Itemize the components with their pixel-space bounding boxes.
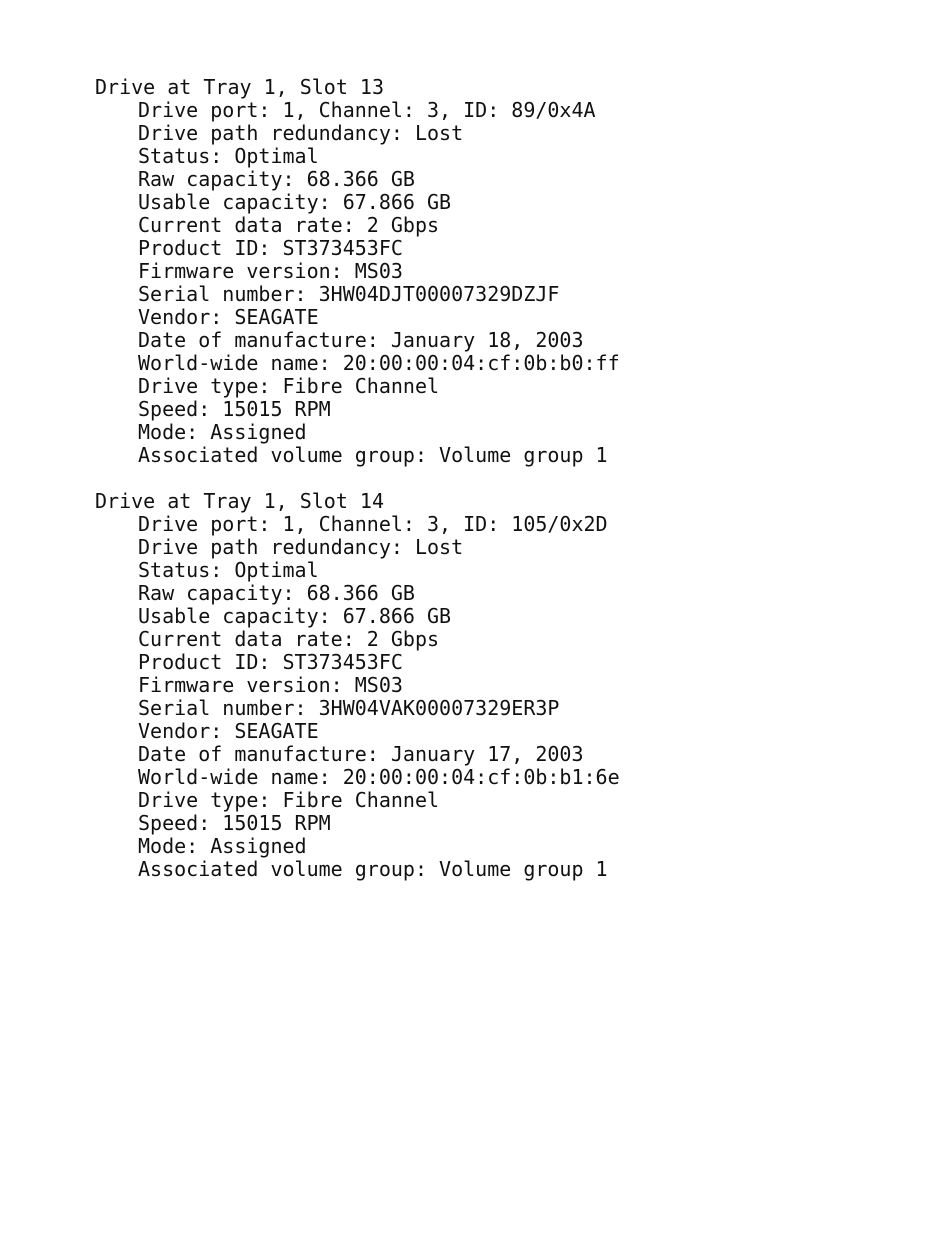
status-line: Status: Optimal (138, 558, 319, 582)
status-line: Status: Optimal (138, 144, 319, 168)
drive-block-slot-14 (95, 490, 915, 881)
date-of-manufacture-line: Date of manufacture: January 17, 2003 (138, 742, 584, 766)
mode-line: Mode: Assigned (138, 834, 307, 858)
current-data-rate-line: Current data rate: 2 Gbps (138, 627, 440, 651)
serial-number-line: Serial number: 3HW04DJT00007329DZJF (138, 282, 560, 306)
firmware-version-line: Firmware version: MS03 (138, 673, 403, 697)
drive-type-line: Drive type: Fibre Channel (138, 374, 440, 398)
date-of-manufacture-line: Date of manufacture: January 18, 2003 (138, 328, 584, 352)
mode-line: Mode: Assigned (138, 420, 307, 444)
vendor-line: Vendor: SEAGATE (138, 305, 319, 329)
product-id-line: Product ID: ST373453FC (138, 650, 403, 674)
drive-path-redundancy-line: Drive path redundancy: Lost (138, 535, 464, 559)
drive-properties (95, 99, 915, 467)
drive-path-redundancy-line: Drive path redundancy: Lost (138, 121, 464, 145)
speed-line: Speed: 15015 RPM (138, 397, 331, 421)
product-id-line: Product ID: ST373453FC (138, 236, 403, 260)
current-data-rate-line: Current data rate: 2 Gbps (138, 213, 440, 237)
drive-port-line: Drive port: 1, Channel: 3, ID: 105/0x2D (138, 512, 608, 536)
usable-capacity-line: Usable capacity: 67.866 GB (138, 604, 452, 628)
speed-line: Speed: 15015 RPM (138, 811, 331, 835)
firmware-version-line: Firmware version: MS03 (138, 259, 403, 283)
drive-block-slot-13 (95, 76, 915, 467)
drive-properties (95, 513, 915, 881)
vendor-line: Vendor: SEAGATE (138, 719, 319, 743)
world-wide-name-line: World-wide name: 20:00:00:04:cf:0b:b1:6e (138, 765, 620, 789)
usable-capacity-line: Usable capacity: 67.866 GB (138, 190, 452, 214)
world-wide-name-line: World-wide name: 20:00:00:04:cf:0b:b0:ff (138, 351, 620, 375)
drive-report (95, 76, 915, 904)
raw-capacity-line: Raw capacity: 68.366 GB (138, 581, 415, 605)
raw-capacity-line: Raw capacity: 68.366 GB (138, 167, 415, 191)
associated-volume-group-line: Associated volume group: Volume group 1 (138, 857, 608, 881)
associated-volume-group-line: Associated volume group: Volume group 1 (138, 443, 608, 467)
drive-port-line: Drive port: 1, Channel: 3, ID: 89/0x4A (138, 98, 596, 122)
serial-number-line: Serial number: 3HW04VAK00007329ER3P (138, 696, 560, 720)
drive-type-line: Drive type: Fibre Channel (138, 788, 440, 812)
drive-header: Drive at Tray 1, Slot 14 (95, 489, 384, 513)
drive-header: Drive at Tray 1, Slot 13 (95, 75, 384, 99)
